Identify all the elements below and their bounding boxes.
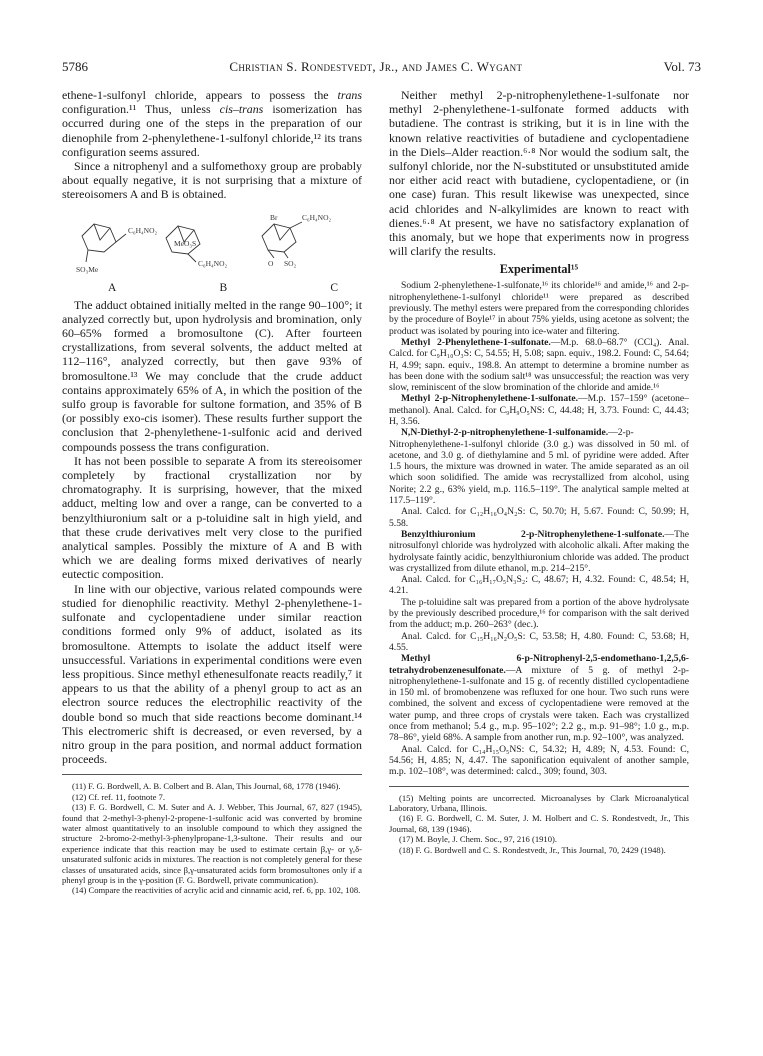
structures-svg (62, 206, 362, 282)
experimental-para-3: Methyl 2-p-Nitrophenylethene-1-sulfonate.—M.p. 157–159° (acetone–methanol). Anal. Calcd. for C₉H₉O₅NS: C, 44.48; H, 3.73. Found: C, 44.43; H, 3.56. (389, 393, 689, 427)
left-paragraph-2: Since a nitrophenyl and a sulfomethoxy group are probably about equally negative, it is not surprising that a mixture of stereoisomers A and B is obtained. (62, 159, 362, 202)
left-paragraph-5: In line with our objective, various related compounds were studied for dienophilic reactivity. Methyl 2-phenylethene-1-sulfonate and cyclopentadiene under similar reaction conditions formed only 9% of adduct, isolated as its bromosultone. Attempts to isolate the adduct itself were unsuccessful. Variations in experimental conditions were even less propitious. Since methyl ethenesulfonate reacts readily,⁷ it appears to us that the ability of a phenyl group to act as an electron source reduces the electrophilic reactivity of the double bond so much that side reactions become dominant.¹⁴ This electromeric shift is decreased, or even reversed, by a nitro group in the para position, and normal adduct formation proceeds. (62, 581, 362, 767)
right-column (389, 88, 689, 855)
experimental-para-2: Methyl 2-Phenylethene-1-sulfonate.—M.p. 68.0–68.7° (CCl₄). Anal. Calcd. for C₉H₁₀O₃S: C, 54.55; H, 5.08; sapn. equiv., 198.2. Found: C, 54.64; H, 4.99; sapn. equiv., 198.8. An attempt to determine a bromine number as has been done with the sodium salt¹⁸ was unsuccessful; the reaction was very slow, reminiscent of the slow bromination of the chloride and amide.¹⁶ (389, 336, 689, 394)
structure-label-b: B (219, 281, 228, 294)
experimental-anal-2: Anal. Calcd. for C₁₆H₁₇O₅N₃S₂: C, 48.67; H, 4.32. Found: C, 48.54; H, 4.21. (389, 574, 689, 597)
footnote-17: (17) M. Boyle, J. Chem. Soc., 97, 216 (1910). (399, 834, 558, 845)
structure-diagram (62, 206, 362, 282)
footnote-13: (13) F. G. Bordwell, C. M. Suter and A. J. Webber, This Journal, 67, 827 (1945), found that 2-methyl-3-phenyl-2-propene-1-sulfonic acid was converted by bromine water almost quantitatively to an insoluble compound to which they assigned the structure 2-bromo-2-methyl-3-phenylpropane-1,3-sultone. Their results and our experience indicate that this reaction may be used to estimate certain β,γ- or γ,δ-unsaturated sulfonic acids in mixtures. The reaction is not completely general for these classes of unsaturated acids, since β,γ-unsaturated acids form bromosultones only if a phenyl group is in the γ-position (F. G. Bordwell, private communication). (62, 802, 362, 885)
footnote-rule-right (389, 786, 689, 787)
footnote-18: (18) F. G. Bordwell and C. S. Rondestvedt, Jr., This Journal, 70, 2429 (1948). (399, 844, 666, 855)
experimental-para-6: Benzylthiuronium 2-p-Nitrophenylethene-1-sulfonate.—The nitrosulfonyl chloride was hydrolyzed with alcoholic alkali. After making the hydrolysate faintly acidic, benzylthiuronium chloride was added. The product was crystallized from dilute ethanol, m.p. 214–215°. (389, 528, 689, 574)
experimental-anal-4: Anal. Calcd. for C₁₄H₁₅O₅NS: C, 54.32; H, 4.89; N, 4.53. Found: C, 54.56; H, 4.85; N, 4.47. The saponification equivalent of another sample, m.p. 102–108°, was determined: calcd., 309; found, 303. (389, 743, 689, 778)
footnote-14: (14) Compare the reactivities of acrylic acid and cinnamic acid, ref. 6, pp. 102, 108. (72, 885, 361, 896)
struct-b-aryl: C₆H₄NO₂ (198, 258, 228, 268)
structure-labels (108, 282, 338, 294)
struct-a-aryl: C₆H₄NO₂ (128, 225, 158, 235)
footnote-16: (16) F. G. Bordwell, C. M. Suter, J. M. Holbert and C. S. Rondestvedt, Jr., This Journal, 68, 139 (1946). (389, 813, 689, 834)
footnote-12: (12) Cf. ref. 11, footnote 7. (72, 791, 165, 802)
footnote-15: (15) Melting points are uncorrected. Microanalyses by Clark Microanalytical Laboratory, Urbana, Illinois. (389, 792, 689, 813)
volume-label: Vol. 73 (663, 59, 701, 74)
left-paragraph-3: The adduct obtained initially melted in the range 90–100°; it analyzed correctly but, upon hydrolysis and bromination, only 60–65% formed a bromosultone (C). After fourteen crystallizations, from several solvents, the adduct melted at 112–116°, analyzed correctly, but then gave 93% of bromosultone.¹³ We may conclude that the crude adduct contains approximately 65% of A, in which the position of the sulfo group is favorable for sultone formation, and 35% of B (or possibly exo-cis isomer). These results further support the conclusion that 2-phenylethene-1-sulfonic acid and derived compounds possess the trans configuration. (62, 297, 362, 454)
running-authors: Christian S. Rondestvedt, Jr., and James C. Wygant (229, 59, 523, 74)
experimental-anal-3: Anal. Calcd. for C₁₅H₁₆N₂O₅S: C, 53.58; H, 4.80. Found: C, 53.68; H, 4.55. (389, 630, 689, 653)
struct-c-bromo: Br (270, 212, 278, 222)
right-paragraph-1: Neither methyl 2-p-nitrophenylethene-1-sulfonate nor methyl 2-phenylethene-1-sulfonate formed adducts with butadiene. The contrast is striking, but it is in line with the known relative reactivities of butadiene and cyclopentadiene in the Diels–Alder reaction.⁶·⁸ Nor would the sodium salt, the sulfonyl chloride, nor the N-substituted or unsubstituted amide nor either acid react with butadiene, cyclopentadiene, or (in one case) furan. This result likewise was unexpected, since acid chlorides and N-alkylimides are known to react with dienes.⁶·⁸ At present, we have no satisfactory explanation of this anomaly, but we hope that experiments now in progress will clarify the results. (389, 88, 689, 259)
experimental-heading: Experimental¹⁵ (499, 262, 579, 277)
experimental-para-8: The p-toluidine salt was prepared from a portion of the above hydrolysate by the previously described procedure,¹⁶ for comparison with the salt derived from the adduct; m.p. 260–263° (dec.). (389, 596, 689, 631)
struct-a-ester: SO₃Me (76, 264, 99, 274)
experimental-para-10: Methyl 6-p-Nitrophenyl-2,5-endomethano-1,2,5,6-tetrahydrobenzenesulfonate.—A mixture of 5 g. of methyl 2-p-nitrophenylethene-1-sulfonate and 15 g. of recently distilled cyclopentadiene in 150 ml. of bromobenzene was refluxed for one hour. Two such runs were combined, the solvent and excess of cyclopentadiene were removed at the water pump, and three crops of crystals were taken. Each was crystallized once from methanol; 5.4 g., m.p. 95–102°; 2.2 g., m.p. 91–98°; 1.0 g., m.p. 78–86°, yield 68%. A sample from another run, m.p. 92–100°, was analyzed. (389, 653, 689, 744)
left-paragraph-1: ethene-1-sulfonyl chloride, appears to possess the trans configuration.¹¹ Thus, unless cis–trans isomerization has occurred during one of the steps in the preparation of our dienophile from 2-phenylethene-1-sulfonyl chloride,¹² its trans configuration seems assured. (62, 88, 363, 159)
footnote-11: (11) F. G. Bordwell, A. B. Colbert and B. Alan, This Journal, 68, 1778 (1946). (72, 781, 341, 792)
structure-label-a: A (108, 281, 117, 294)
struct-c-sulfonyl: SO₂ (284, 258, 297, 268)
experimental-anal-1: Anal. Calcd. for C₁₂H₁₆O₄N₂S: C, 50.70; H, 5.67. Found: C, 50.99; H, 5.58. (389, 506, 689, 529)
page-number: 5786 (62, 59, 88, 74)
experimental-para-1: Sodium 2-phenylethene-1-sulfonate,¹⁶ its chloride¹⁶ and amide,¹⁶ and 2-p-nitrophenylethene-1-sulfonyl chloride¹¹ were prepared as described previously. The methyl esters were prepared from the corresponding chlorides by the procedure of Boyle¹⁷ in about 75% yields, using acetone as solvent; the product was isolated by pouring into ice-water and filtering. (389, 280, 689, 337)
running-header (62, 58, 701, 76)
structure-C (262, 222, 302, 258)
structure-label-c: C (330, 281, 338, 294)
experimental-para-4: N,N-Diethyl-2-p-nitrophenylethene-1-sulfonamide.—2-p-Nitrophenylethene-1-sulfonyl chloride (3.0 g.) was dissolved in 50 ml. of acetone, and 3.0 g. of diethylamine and 5 ml. of pyridine were added. After 1.5 hours, the mixture was drowned in water. The amide separated as an oil which soon solidified. The amide was recrystallized from alcohol, using Norite; 2.2 g., 63% yield, m.p. 116.5–119°. The analytical sample melted at 117.5–119°. (389, 427, 689, 507)
left-paragraph-4: It has not been possible to separate A from its stereoisomer completely by fractional crystallization nor by chromatography. It is surprising, however, that the mixed adduct, melting low and over a range, can be converted to a benzylthiuronium salt or a p-toluidine salt in high yield, and that these crude derivatives melt very close to the purified analytical samples. Possibly the mixture of A and B with which we are dealing forms mixed derivatives of nearly eutectic composition. (62, 453, 362, 582)
left-column (62, 88, 362, 896)
struct-c-aryl: C₆H₄NO₂ (302, 212, 332, 222)
struct-c-oxygen: O (268, 258, 274, 268)
footnote-rule-left (62, 774, 362, 775)
structure-A (82, 224, 126, 262)
struct-b-ester: MeO₃S (174, 238, 197, 248)
